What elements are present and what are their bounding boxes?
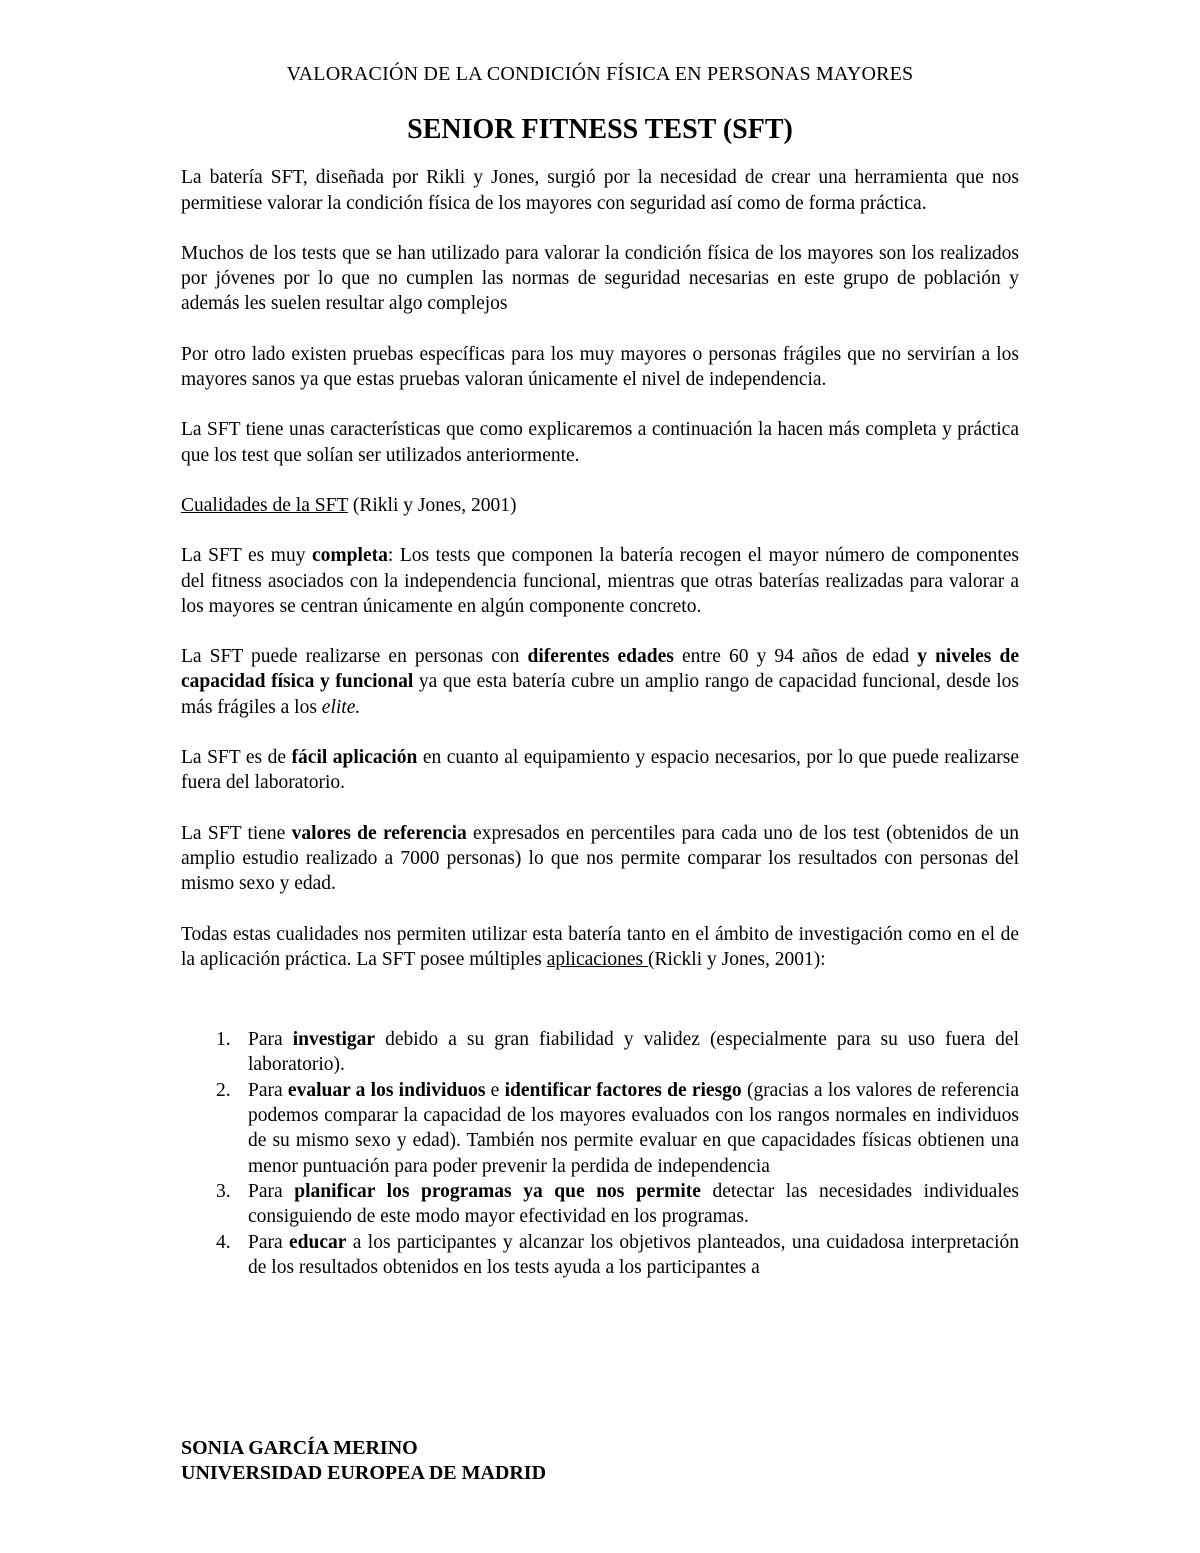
emphasis-run: completa [312, 545, 388, 567]
text-run: Para [248, 1079, 288, 1101]
document-page [181, 62, 1019, 1280]
text-run: en cuanto al equipamiento y espacio necesarios, por lo que puede realizarse fuera del laboratorio. [181, 747, 1019, 794]
document-title: SENIOR FITNESS TEST (SFT) [407, 114, 793, 146]
emphasis-run: y niveles de capacidad física y funcional [181, 646, 1019, 693]
text-run: a los participantes y alcanzar los objetivos planteados, una cuidadosa interpretación de los resultados obtenidos en los tests ayuda a los participantes a [248, 1231, 1019, 1278]
intro-paragraph-2: Muchos de los tests que se han utilizado para valorar la condición física de los mayores son los realizados por jóvenes por lo que no cumplen las normas de seguridad necesarias en este grupo de población y además les suelen resultar algo complejos [181, 242, 1019, 315]
underlined-run: aplicaciones [546, 948, 648, 970]
text-run: Todas estas cualidades nos permiten utilizar esta batería tanto en el ámbito de investigación como en el de la aplicación práctica. La SFT posee múltiples [181, 923, 1019, 970]
emphasis-run: educar [289, 1231, 347, 1253]
emphasis-run: fácil aplicación [291, 747, 418, 769]
text-run: detectar las necesidades individuales consiguiendo de este modo mayor efectividad en los programas. [248, 1180, 1019, 1228]
list-number: 2. [216, 1079, 231, 1101]
text-run: entre 60 y 94 años de edad [673, 646, 918, 668]
list-number: 4. [216, 1231, 231, 1253]
text-run: Para [248, 1180, 295, 1202]
quality-paragraph-edades [181, 644, 1019, 720]
applications-list [181, 1027, 1019, 1280]
text-run: La SFT puede realizarse en personas con [181, 646, 528, 668]
text-run: La SFT es de [181, 747, 292, 769]
emphasis-run: evaluar a los individuos [287, 1079, 486, 1101]
intro-paragraph-4: La SFT tiene unas características que como explicaremos a continuación la hacen más completa y práctica que los test que solían ser utilizados anteriormente. [181, 419, 1019, 466]
quality-paragraph-aplicacion [181, 745, 1019, 796]
footer-author: SONIA GARCÍA MERINO [181, 1437, 418, 1459]
text-run: e [485, 1079, 505, 1101]
italic-run: elite. [321, 696, 361, 718]
quality-paragraph-summary [181, 922, 1019, 973]
list-number: 3. [216, 1180, 231, 1202]
emphasis-run: diferentes edades [527, 646, 674, 668]
running-title: VALORACIÓN DE LA CONDICIÓN FÍSICA EN PERSONAS MAYORES [286, 63, 914, 85]
text-run: expresados en percentiles para cada uno de los test (obtenidos de un amplio estudio realizado a 7000 personas) lo que nos permite comparar los resultados con personas del mismo sexo y edad. [181, 822, 1019, 895]
list-item [216, 1179, 1019, 1230]
list-item [216, 1078, 1020, 1179]
qualities-heading-text: Cualidades de la SFT [181, 494, 348, 516]
qualities-heading-ref: (Rikli y Jones, 2001) [348, 494, 517, 516]
text-run: ya que esta batería cubre un amplio rango de capacidad funcional, desde los más frágiles a los [181, 671, 1019, 718]
quality-paragraph-referencia [181, 821, 1019, 897]
footer-institution: UNIVERSIDAD EUROPEA DE MADRID [181, 1462, 547, 1484]
intro-paragraph-1: La batería SFT, diseñada por Rikli y Jones, surgió por la necesidad de crear una herramienta que nos permitiese valorar la condición física de los mayores con seguridad así como de forma práctica. [181, 167, 1019, 214]
quality-paragraph-completa [181, 543, 1019, 619]
text-run: Para [248, 1029, 293, 1051]
list-item [216, 1230, 1019, 1281]
intro-paragraph-3: Por otro lado existen pruebas específicas para los muy mayores o personas frágiles que no servirían a los mayores sanos ya que estas pruebas valoran únicamente el nivel de independencia. [181, 343, 1019, 391]
text-run: (gracias a los valores de referencia podemos comparar la capacidad de los mayores evaluados con los rangos normales en individuos de su mismo sexo y edad). También nos permite evaluar en que capacidades físicas obtienen una menor puntuación para poder prevenir la perdida de independencia [248, 1079, 1020, 1177]
emphasis-run: planificar los programas ya que nos permite [294, 1180, 701, 1202]
emphasis-run: valores de referencia [291, 822, 467, 844]
qualities-heading [181, 493, 1019, 518]
text-run: (Rickli y Jones, 2001): [647, 948, 826, 970]
page-footer [181, 1436, 546, 1486]
emphasis-run: identificar factores de riesgo [504, 1079, 742, 1101]
text-run: : Los tests que componen la batería recogen el mayor número de componentes del fitness asociados con la independencia funcional, mientras que otras baterías realizadas para valorar a los mayores se centran únicamente en algún componente concreto. [181, 545, 1020, 617]
text-run: debido a su gran fiabilidad y validez (especialmente para su uso fuera del laboratorio). [248, 1029, 1019, 1076]
list-item [216, 1027, 1019, 1078]
text-run: Para [248, 1231, 290, 1253]
list-number: 1. [216, 1029, 231, 1051]
text-run: La SFT es muy [181, 545, 313, 567]
emphasis-run: investigar [292, 1029, 376, 1051]
text-run: La SFT tiene [181, 822, 292, 844]
